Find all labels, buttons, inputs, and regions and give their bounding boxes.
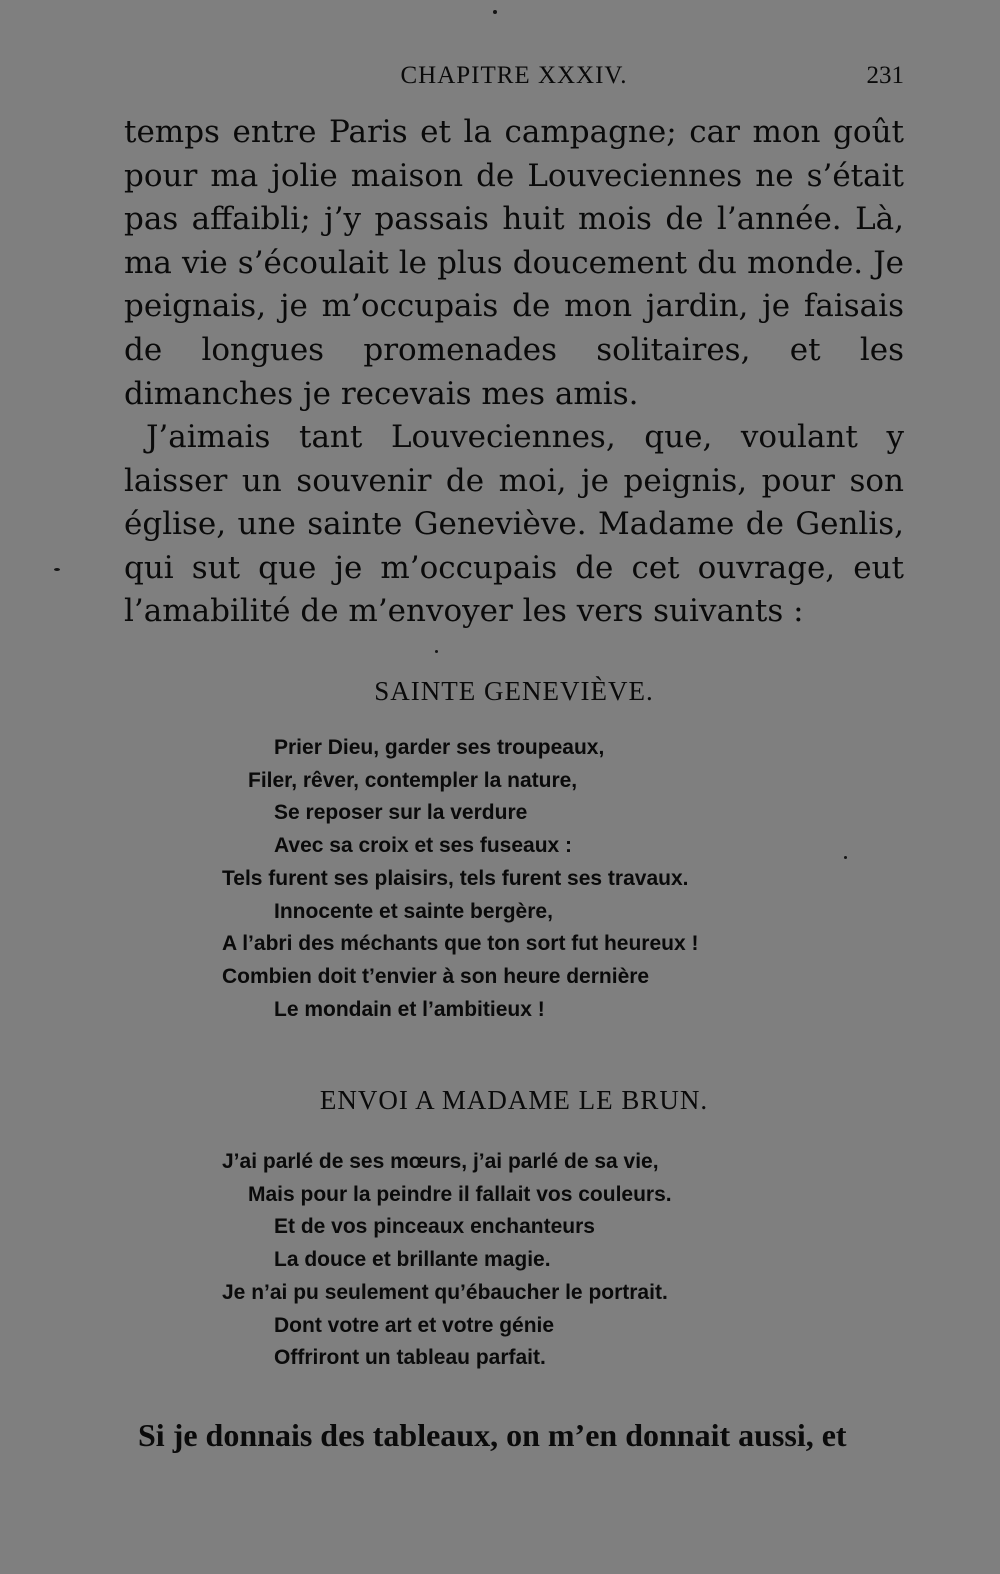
- poem-line: Avec sa croix et ses fuseaux :: [274, 834, 573, 858]
- print-speck: [54, 568, 60, 571]
- poem-line: Je n’ai pu seulement qu’ébaucher le portrait.: [222, 1280, 668, 1304]
- page-number: 231: [866, 62, 904, 89]
- poem-stanza: [222, 1146, 672, 1375]
- poem-line: Mais pour la peindre il fallait vos couleurs.: [248, 1182, 672, 1206]
- poem-line: Se reposer sur la verdure: [274, 801, 528, 825]
- poem-line: A l’abri des méchants que ton sort fut heureux !: [222, 932, 699, 956]
- poem-line: Le mondain et l’ambitieux !: [274, 997, 545, 1021]
- poem-line: Filer, rêver, contempler la nature,: [248, 768, 578, 792]
- poem-line: Dont votre art et votre génie: [274, 1313, 555, 1337]
- poem-line: J’ai parlé de ses mœurs, j’ai parlé de sa vie,: [222, 1150, 659, 1173]
- closing-line: Si je donnais des tableaux, on m’en donnait aussi, et: [138, 1417, 847, 1453]
- body-paragraph: J’aimais tant Louveciennes, que, voulant y laisser un souvenir de moi, je peignis, pour son église, une sainte Geneviève. Madame de Genlis, qui sut que je m’occupais de cet ouvrage, eut l’amabilité de m’envoyer les vers suivants :: [124, 419, 904, 630]
- poem-line: Offriront un tableau parfait.: [274, 1346, 546, 1370]
- poem-line: Innocente et sainte bergère,: [274, 899, 553, 923]
- poem-line: Et de vos pinceaux enchanteurs: [274, 1215, 595, 1239]
- print-speck: [493, 10, 497, 14]
- body-paragraph: temps entre Paris et la campagne; car mon goût pour ma jolie maison de Louveciennes ne s’était pas affaibli; j’y passais huit mois de l’année. Là, ma vie s’écoulait le plus doucement du monde. Je peignais, je m’occupais de mon jardin, je faisais de longues promenades solitaires, et les dimanches je recevais mes amis.: [124, 114, 904, 412]
- poem-title: SAINTE GENEVIÈVE.: [374, 676, 654, 706]
- poem-line: Prier Dieu, garder ses troupeaux,: [274, 736, 605, 759]
- poem-line: Tels furent ses plaisirs, tels furent ses travaux.: [222, 866, 689, 890]
- poem-line: Combien doit t’envier à son heure dernière: [222, 964, 650, 988]
- print-speck: [844, 856, 847, 859]
- print-speck: [435, 650, 438, 653]
- poem-stanza: [222, 732, 698, 1026]
- running-title: CHAPITRE XXXIV.: [400, 62, 628, 89]
- running-header: [124, 62, 904, 102]
- poem-title: ENVOI A MADAME LE BRUN.: [319, 1085, 709, 1115]
- poem-line: La douce et brillante magie.: [274, 1248, 551, 1272]
